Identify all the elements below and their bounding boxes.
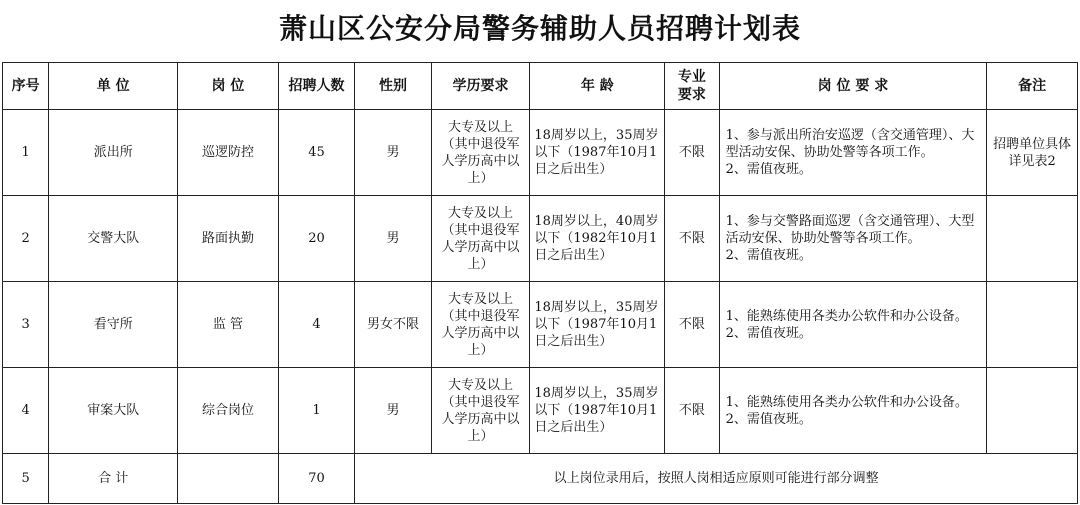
requirement-line: 2、需值夜班。: [725, 248, 812, 263]
total-row: [3, 454, 1078, 504]
cell-gender: 男: [355, 110, 431, 196]
cell-education: 大专及以上（其中退役军人学历高中以上）: [431, 368, 530, 454]
cell-requirements: [719, 110, 987, 196]
page-title: 萧山区公安分局警务辅助人员招聘计划表: [278, 12, 801, 45]
cell-count: 1: [278, 368, 354, 454]
requirement-line: 1、参与交警路面巡逻（含交通管理）、大型活动安保、协助处警等各项工作。: [725, 214, 975, 246]
cell-major: 不限: [665, 282, 719, 368]
cell-seq: 5: [3, 454, 49, 504]
cell-position: 综合岗位: [178, 368, 279, 454]
cell-seq: 2: [3, 196, 49, 282]
header-unit: 单 位: [49, 63, 178, 110]
header-major: 专业要求: [665, 63, 719, 110]
total-label: 合 计: [49, 454, 178, 504]
cell-unit: 审案大队: [49, 368, 178, 454]
header-notes: 备注: [987, 63, 1078, 110]
cell-count: 20: [278, 196, 354, 282]
cell-unit: 看守所: [49, 282, 178, 368]
cell-gender: 男女不限: [355, 282, 431, 368]
table-row: [3, 196, 1078, 282]
requirement-line: 2、需值夜班。: [725, 162, 812, 177]
cell-major: 不限: [665, 368, 719, 454]
cell-age: 18周岁以上，35周岁以下（1987年10月1日之后出生）: [530, 110, 665, 196]
requirement-line: 2、需值夜班。: [725, 411, 812, 427]
cell-gender: 男: [355, 368, 431, 454]
cell-position: 巡逻防控: [178, 110, 279, 196]
requirement-line: 1、能熟练使用各类办公软件和办公设备。: [725, 394, 968, 410]
cell-requirements: [719, 196, 987, 282]
cell-position: [178, 454, 279, 504]
cell-education: 大专及以上（其中退役军人学历高中以上）: [431, 282, 530, 368]
cell-position: 路面执勤: [178, 196, 279, 282]
cell-major: 不限: [665, 110, 719, 196]
cell-gender: 男: [355, 196, 431, 282]
cell-notes: [987, 282, 1078, 368]
recruitment-table: [2, 62, 1078, 504]
cell-age: 18周岁以上，35周岁以下（1987年10月1日之后出生）: [530, 368, 665, 454]
header-age: 年 龄: [530, 63, 665, 110]
table-row: [3, 282, 1078, 368]
requirement-line: 1、参与派出所治安巡逻（含交通管理）、大型活动安保、协助处警等各项工作。: [725, 128, 975, 160]
header-count: 招聘人数: [278, 63, 354, 110]
cell-notes: [987, 368, 1078, 454]
header-gender: 性别: [355, 63, 431, 110]
cell-requirements: [719, 282, 987, 368]
cell-notes: [987, 196, 1078, 282]
header-seq: 序号: [3, 63, 49, 110]
header-education: 学历要求: [431, 63, 530, 110]
cell-education: 大专及以上（其中退役军人学历高中以上）: [431, 196, 530, 282]
cell-major: 不限: [665, 196, 719, 282]
table-row: [3, 110, 1078, 196]
cell-age: 18周岁以上，35周岁以下（1987年10月1日之后出生）: [530, 282, 665, 368]
cell-count: 45: [278, 110, 354, 196]
requirement-line: 1、能熟练使用各类办公软件和办公设备。: [725, 308, 968, 324]
cell-position: 监 管: [178, 282, 279, 368]
table-row: [3, 368, 1078, 454]
cell-age: 18周岁以上，40周岁以下（1982年10月1日之后出生）: [530, 196, 665, 282]
cell-unit: 派出所: [49, 110, 178, 196]
cell-seq: 3: [3, 282, 49, 368]
cell-count: 4: [278, 282, 354, 368]
cell-education: 大专及以上（其中退役军人学历高中以上）: [431, 110, 530, 196]
total-count: 70: [278, 454, 354, 504]
cell-requirements: [719, 368, 987, 454]
cell-seq: 1: [3, 110, 49, 196]
cell-seq: 4: [3, 368, 49, 454]
header-requirements: 岗 位 要 求: [719, 63, 987, 110]
requirement-line: 2、需值夜班。: [725, 325, 812, 341]
cell-notes: 招聘单位具体详见表2: [987, 110, 1078, 196]
total-note: 以上岗位录用后，按照人岗相适应原则可能进行部分调整: [355, 454, 1078, 504]
header-row: [3, 63, 1078, 110]
header-position: 岗 位: [178, 63, 279, 110]
cell-unit: 交警大队: [49, 196, 178, 282]
